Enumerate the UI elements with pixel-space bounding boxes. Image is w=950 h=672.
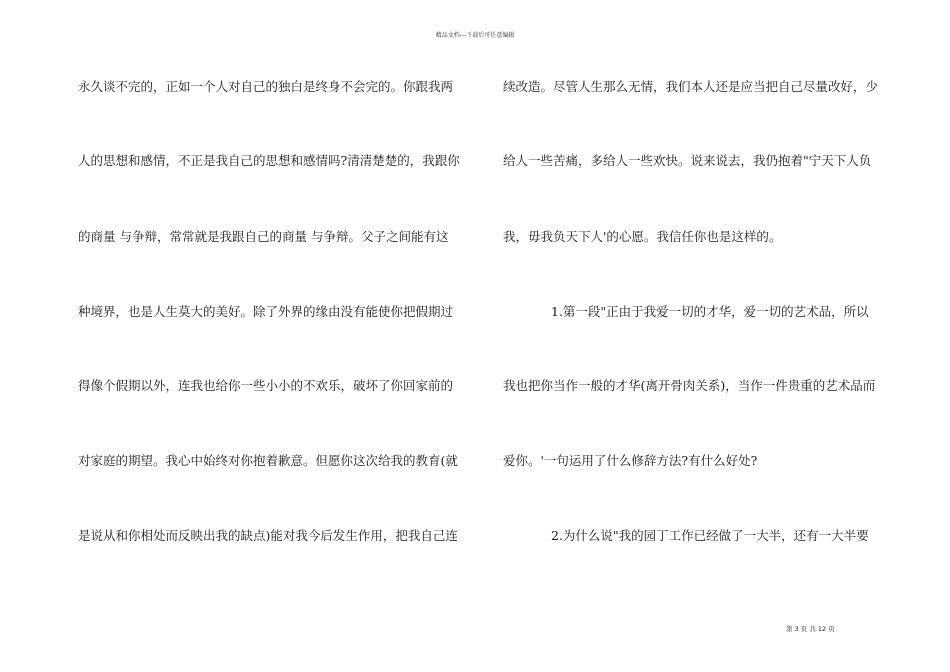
paragraph-line: 的商量 与争辩，常常就是我跟自己的商量 与争辩。父子之间能有这 (78, 229, 449, 244)
paragraph-line: 人的思想和感情，不正是我自己的思想和感情吗?清清楚楚的，我跟你 (78, 153, 460, 168)
question-line: 我也把你当作一般的才华(离开骨肉关系)，当作一件贵重的艺术品而 (503, 378, 876, 393)
paragraph-line: 得像个假期以外，连我也给你一些小小的不欢乐，破坏了你回家前的 (78, 378, 454, 393)
paragraph-line: 是说从和你相处而反映出我的缺点)能对我今后发生作用，把我自己连 (78, 528, 458, 543)
paragraph-line: 种境界，也是人生莫大的美好。除了外界的缘由没有能使你把假期过 (78, 304, 454, 319)
question-line: 爱你。'一句运用了什么修辞方法?有什么好处? (503, 453, 758, 468)
question-line: 2.为什么说"我的园丁工作已经做了一大半，还有一大半要 (551, 528, 869, 543)
paragraph-line: 给人一些苦痛，多给人一些欢快。说来说去，我仍抱着"宁天下人负 (503, 153, 872, 168)
page-header: 精品文档---下载后可任意编辑 (435, 32, 515, 39)
paragraph-line: 续改造。尽管人生那么无情，我们本人还是应当把自己尽量改好，少 (503, 79, 879, 94)
question-line: 1.第一段"正由于我爱一切的才华，爱一切的艺术品，所以 (551, 304, 869, 319)
page-number: 第 3 页 共 12 页 (786, 625, 835, 633)
paragraph-line: 对家庭的期望。我心中始终对你抱着歉意。但愿你这次给我的教育(就 (78, 453, 458, 468)
paragraph-line: 永久谈不完的，正如一个人对自己的独白是终身不会完的。你跟我两 (78, 79, 454, 94)
paragraph-line: 我，毋我负天下人'的心愿。我信任你也是这样的。 (503, 229, 782, 244)
